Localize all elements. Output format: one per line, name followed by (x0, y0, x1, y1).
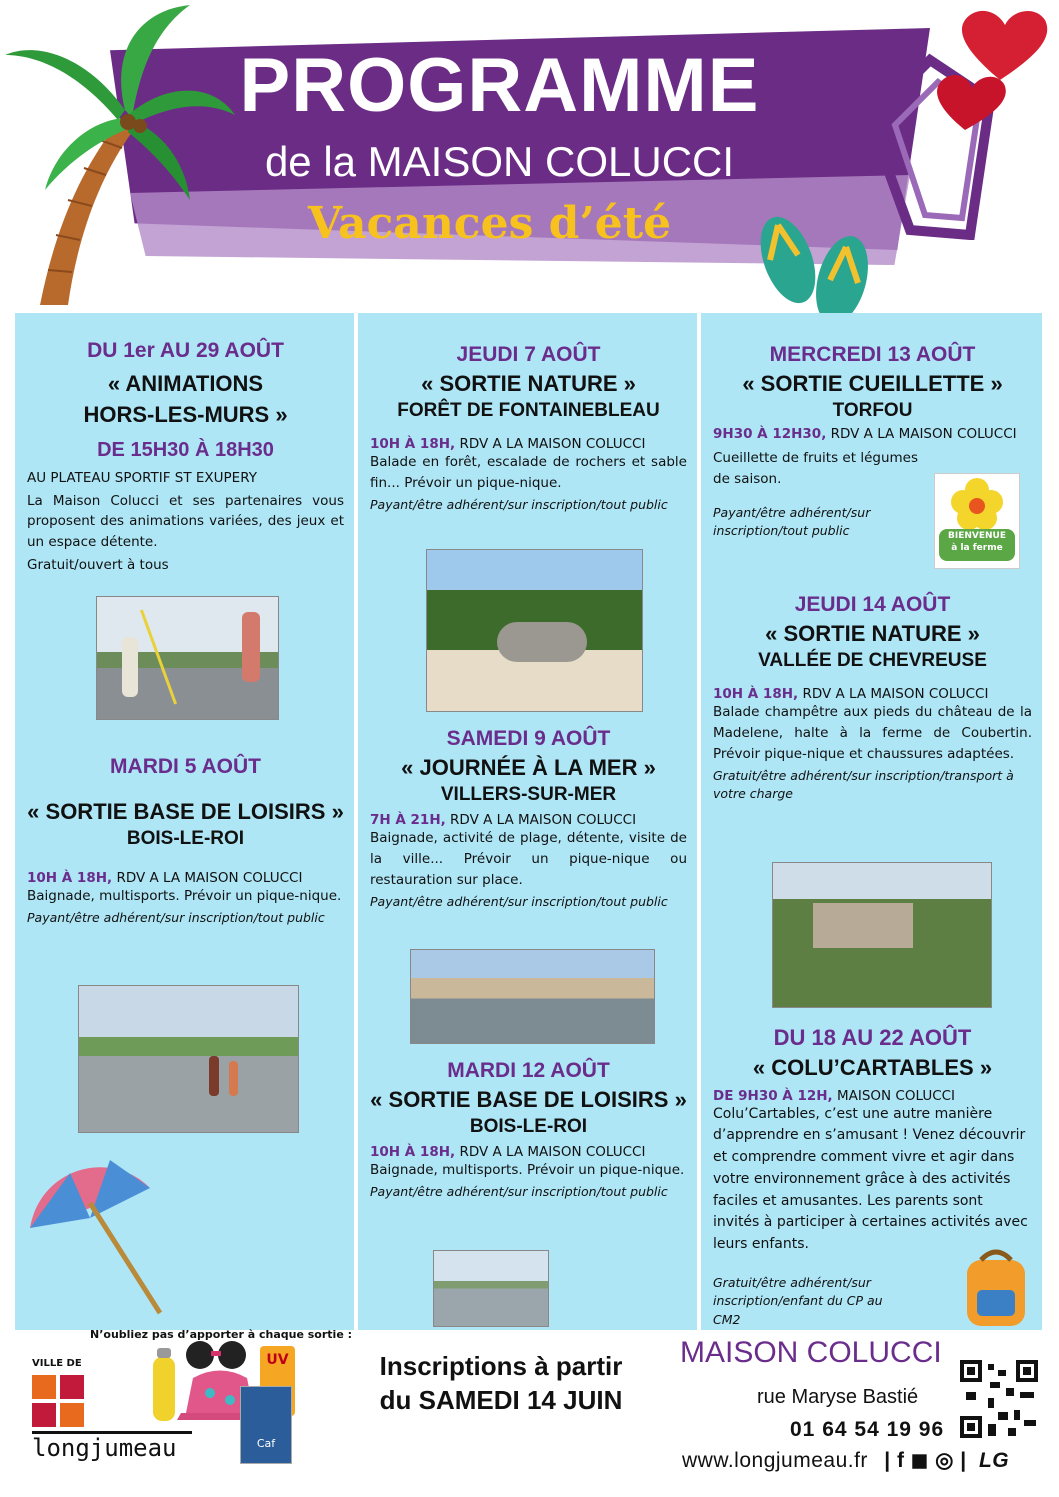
event-note: Gratuit/être adhérent/sur inscription/transport à votre charge (713, 767, 1014, 802)
event-title: « JOURNÉE À LA MER » (401, 755, 656, 780)
event-title: « SORTIE NATURE » (765, 621, 980, 646)
lake-photo (433, 1250, 549, 1327)
event-note: Gratuit/être adhérent/sur inscription/enfant du CP au CM2 (713, 1274, 883, 1328)
event-time: 10H À 18H, (713, 685, 799, 702)
event-date: JEUDI 7 AOÛT (456, 343, 601, 366)
event-description: Baignade, multisports. Prévoir un pique-nique. (370, 1161, 685, 1178)
event-date: DU 1er AU 29 AOÛT (87, 339, 284, 362)
event-note: Payant/être adhérent/sur inscription/tout public (370, 893, 668, 909)
uv-label: UV (266, 1352, 289, 1368)
event-description: Colu’Cartables, c’est une autre manière d’apprendre en s’amusant ! Venez découvrir et comprendre comment vivre et agir dans votre environnement grâce à des activités faciles et amusantes. Les parents sont invités à participer à certaines activités avec leurs enfants. (713, 1105, 1028, 1252)
event-description: Baignade, activité de plage, détente, visite de la ville... Prévoir un pique-nique ou restauration sur place. (370, 829, 687, 888)
event-title: « SORTIE BASE DE LOISIRS » (370, 1087, 687, 1112)
registration-line2: du SAMEDI 14 JUIN (379, 1384, 623, 1415)
bienvenue-label (939, 529, 1015, 561)
event-place: FORÊT DE FONTAINEBLEAU (397, 399, 660, 421)
page-subtitle: de la MAISON COLUCCI (264, 138, 735, 185)
event-note: Payant/être adhérent/sur inscription/tout public (370, 496, 668, 512)
lg-logo: LG (978, 1449, 1010, 1472)
event-time: 10H À 18H, (370, 1143, 456, 1160)
bienvenue-ferme-logo (934, 473, 1020, 569)
event-meeting: MAISON COLUCCI (832, 1087, 956, 1104)
event-base-loisirs-5 (27, 755, 344, 927)
event-rdv (370, 812, 687, 828)
website-link (682, 1448, 1009, 1473)
logo-tile (32, 1403, 56, 1427)
event-title: « ANIMATIONS (107, 371, 264, 396)
event-place: TORFOU (832, 399, 913, 421)
reminder-text: N’oubliez pas d’apporter à chaque sortie : (90, 1328, 353, 1341)
event-meeting: RDV A LA MAISON COLUCCI (445, 811, 637, 828)
column-middle (358, 313, 697, 1330)
event-fontainebleau (370, 343, 687, 514)
caf-logo (240, 1386, 292, 1464)
forest-photo (426, 549, 643, 712)
ville-name: longjumeau (32, 1431, 192, 1462)
event-rdv (713, 1088, 1032, 1104)
event-title: « SORTIE NATURE » (421, 371, 636, 396)
badminton-photo (96, 596, 279, 720)
event-meeting: RDV A LA MAISON COLUCCI (455, 435, 646, 452)
logo-tile (32, 1375, 56, 1399)
house-phone[interactable]: 01 64 54 19 96 (790, 1418, 945, 1441)
fountain-photo (78, 985, 299, 1133)
event-date: MARDI 12 AOÛT (447, 1059, 610, 1082)
event-date: MERCREDI 13 AOÛT (769, 343, 976, 366)
event-description: Balade en forêt, escalade de rochers et sable fin... Prévoir un pique-nique. (370, 453, 687, 491)
event-base-loisirs-12 (370, 1059, 687, 1201)
column-right (701, 313, 1042, 1330)
luggage-tag-icon (850, 0, 1055, 240)
registration-line1: Inscriptions à partir (379, 1351, 623, 1381)
event-note: Payant/être adhérent/sur inscription/tout public (370, 1183, 668, 1199)
event-hours: DE 15H30 À 18H30 (97, 438, 274, 461)
event-time: 10H À 18H, (370, 435, 456, 452)
event-title: « SORTIE BASE DE LOISIRS » (27, 799, 344, 824)
registration-info (356, 1350, 646, 1418)
event-description: Balade champêtre aux pieds du château de la Madelene, halte à la ferme de Coubertin. Prévoir pique-nique et chaussures adaptées. (713, 703, 1032, 762)
social-icons[interactable]: | f ◼ ◎ | (884, 1449, 967, 1472)
badge-line1: BIENVENUE (948, 531, 1006, 541)
event-date: MARDI 5 AOÛT (110, 755, 261, 778)
event-time: 9H30 À 12H30, (713, 425, 827, 442)
event-rdv (713, 426, 1032, 442)
flower-icon (935, 476, 1019, 536)
beach-town-photo (410, 949, 655, 1044)
house-address: rue Maryse Bastié (757, 1386, 919, 1408)
event-date: DU 18 AU 22 AOÛT (773, 1025, 972, 1050)
event-title-2: HORS-LES-MURS » (83, 401, 288, 427)
event-time: 10H À 18H, (27, 869, 113, 886)
event-description: Baignade, multisports. Prévoir un pique-nique. (27, 887, 342, 904)
event-chevreuse (713, 593, 1032, 804)
event-animations (27, 339, 344, 576)
logo-tile (60, 1375, 84, 1399)
caf-label: Caf (256, 1437, 276, 1450)
event-note: Payant/être adhérent/sur inscription/tout public (27, 909, 325, 925)
event-rdv (370, 436, 687, 452)
logo-tile (60, 1403, 84, 1427)
event-meeting: RDV A LA MAISON COLUCCI (112, 869, 303, 886)
website-url[interactable]: www.longjumeau.fr (682, 1449, 868, 1472)
event-rdv (370, 1144, 687, 1160)
event-description: La Maison Colucci et ses partenaires vous proposent des animations variées, des jeux et un espace détente. (27, 492, 344, 551)
season-title: Vacances d’été (307, 198, 672, 249)
event-date: JEUDI 14 AOÛT (794, 593, 951, 616)
house-name: MAISON COLUCCI (680, 1336, 942, 1369)
castle-photo (772, 862, 992, 1008)
event-place: BOIS-LE-ROI (469, 1115, 588, 1137)
longjumeau-logo (32, 1358, 192, 1462)
flip-flops-icon (750, 205, 880, 330)
event-description: Cueillette de fruits et légumes de saison. (713, 449, 918, 487)
event-place: VILLERS-SUR-MER (440, 783, 617, 805)
event-time: 7H À 21H, (370, 811, 446, 828)
qr-code-icon[interactable] (958, 1358, 1040, 1440)
event-place: VALLÉE DE CHEVREUSE (758, 649, 987, 671)
event-title: « COLU’CARTABLES » (752, 1055, 993, 1080)
umbrella-icon (20, 1148, 170, 1318)
backpack-icon (959, 1248, 1034, 1330)
event-rdv (713, 686, 1032, 702)
event-mer (370, 727, 687, 911)
event-date: SAMEDI 9 AOÛT (446, 727, 611, 750)
event-time: DE 9H30 À 12H, (713, 1087, 833, 1104)
event-title: « SORTIE CUEILLETTE » (742, 371, 1003, 396)
event-meeting: RDV A LA MAISON COLUCCI (826, 425, 1017, 442)
badge-line2: à la ferme (951, 542, 1003, 553)
event-place: AU PLATEAU SPORTIF ST EXUPERY (27, 469, 257, 486)
event-meeting: RDV A LA MAISON COLUCCI (455, 1143, 646, 1160)
page-title: PROGRAMME (239, 43, 760, 128)
event-note: Payant/être adhérent/sur inscription/tout public (713, 504, 871, 539)
event-rdv (27, 870, 344, 886)
event-meeting: RDV A LA MAISON COLUCCI (798, 685, 989, 702)
event-note: Gratuit/ouvert à tous (27, 557, 169, 574)
event-place: BOIS-LE-ROI (126, 827, 245, 849)
ville-label: VILLE DE (32, 1358, 82, 1369)
